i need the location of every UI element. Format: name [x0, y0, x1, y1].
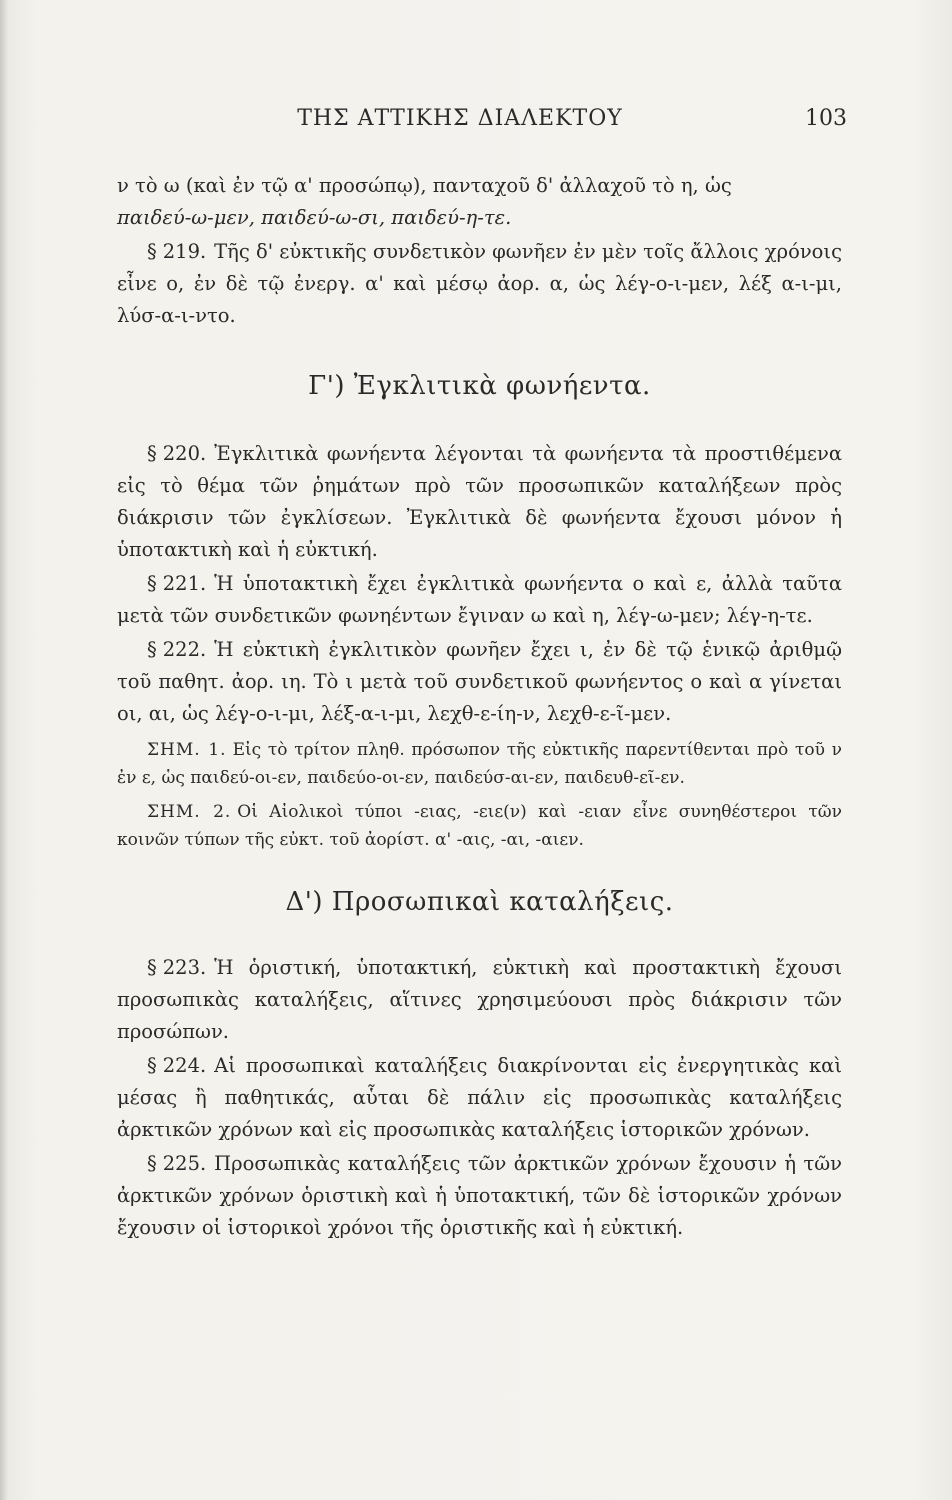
- note-text: Οἱ Αἰολικοὶ τύποι -ειας, -ειε(ν) καὶ -ειαν εἶνε συνηθέστεροι τῶν κοινῶν τύπων τῆς εὐκτ. τοῦ ἀορίστ. α' -αις, -αι, -αιεν.: [117, 802, 843, 850]
- section-sign: §: [147, 956, 157, 979]
- paragraph-text: Ἡ ὑποτακτικὴ ἔχει ἐγκλιτικὰ φωνήεντα ο καὶ ε, ἀλλὰ ταῦτα μετὰ τῶν συνδετικῶν φωνηέντων ἔγιναν ω καὶ η, λέγ-ω-μεν; λέγ-η-τε.: [117, 572, 842, 627]
- note-2: [117, 798, 842, 854]
- paragraph-text: Αἱ προσωπικαὶ καταλήξεις διακρίνονται εἰς ἐνεργητικὰς καὶ μέσας ἢ παθητικάς, αὗται δὲ πάλιν εἰς προσωπικὰς καταλήξεις ἀρκτικῶν χρόνων καὶ εἰς προσωπικὰς καταλήξεις ἱστορικῶν χρόνων.: [117, 1054, 842, 1141]
- note-label: ΣΗΜ. 2.: [147, 802, 232, 822]
- line-2: παιδεύ-ω-μεν, παιδεύ-ω-σι, παιδεύ-η-τε.: [117, 206, 512, 229]
- section-sign: §: [147, 240, 157, 263]
- paragraph-text: Ἡ εὐκτικὴ ἐγκλιτικὸν φωνῆεν ἔχει ι, ἐν δὲ τῷ ἑνικῷ ἀριθμῷ τοῦ παθητ. ἀορ. ιη. Τὸ ι μετὰ τοῦ συνδετικοῦ φωνήεντος ο καὶ α γίνεται οι, αι, ὡς λέγ-ο-ι-μι, λέξ-α-ι-μι, λεχθ-ε-ίη-ν, λεχθ-ε-ῖ-μεν.: [117, 638, 842, 725]
- section-sign: §: [147, 638, 157, 661]
- section-heading-d: Δ') Προσωπικαὶ καταλήξεις.: [285, 887, 674, 917]
- section-sign: §: [147, 572, 157, 595]
- paragraph-text: Προσωπικὰς καταλήξεις τῶν ἀρκτικῶν χρόνων ἔχουσιν ἡ τῶν ἀρκτικῶν χρόνων ὁριστικὴ καὶ ἡ ὑποτακτική, τῶν δὲ ἱστορικῶν χρόνων ἔχουσιν οἱ ἱστορικοὶ χρόνοι τῆς ὁριστικῆς καὶ ἡ εὐκτική.: [117, 1152, 842, 1239]
- section-sign: §: [147, 442, 157, 465]
- section-sign: §: [147, 1054, 157, 1077]
- continued-line: [117, 170, 842, 234]
- paragraph-text: Τῆς δ' εὐκτικῆς συνδετικὸν φωνῆεν ἐν μὲν τοῖς ἄλλοις χρόνοις εἶνε ο, ἐν δὲ τῷ ἐνεργ. α' καὶ μέσῳ ἀορ. α, ὡς λέγ-ο-ι-μεν, λέξ α-ι-μι, λύσ-α-ι-ντο.: [117, 240, 842, 327]
- paragraph-225: [117, 1148, 842, 1244]
- section-heading-g: Γ') Ἐγκλιτικὰ φωνήεντα.: [308, 371, 651, 401]
- running-head: [0, 100, 952, 140]
- paragraph-219: [117, 236, 842, 332]
- line-1: ν τὸ ω (καὶ ἐν τῷ α' προσώπῳ), πανταχοῦ δ' ἀλλαχοῦ τὸ η, ὡς: [117, 174, 732, 197]
- paragraph-221: [117, 568, 842, 632]
- paragraph-220: [117, 438, 842, 566]
- section-number: 225.: [162, 1152, 207, 1175]
- section-number: 224.: [162, 1054, 207, 1077]
- paragraph-224: [117, 1050, 842, 1146]
- page-edge-shadow: [0, 0, 8, 1500]
- page-number: 103: [805, 106, 847, 131]
- paragraph-223: [117, 952, 842, 1048]
- paragraph-text: Ἐγκλιτικὰ φωνήεντα λέγονται τὰ φωνήεντα τὰ προστιθέμενα εἰς τὸ θέμα τῶν ῥημάτων πρὸ τῶν προσωπικῶν καταλήξεων πρὸς διάκρισιν τῶν ἐγκλίσεων. Ἐγκλιτικὰ δὲ φωνήεντα ἔχουσι μόνον ἡ ὑποτακτικὴ καὶ ἡ εὐκτική.: [117, 442, 842, 561]
- note-text: Εἰς τὸ τρίτον πληθ. πρόσωπον τῆς εὐκτικῆς παρεντίθενται πρὸ τοῦ ν ἐν ε, ὡς παιδεύ-οι-εν, παιδεύο-οι-εν, παιδεύσ-αι-εν, παιδευθ-εῖ-εν.: [117, 740, 842, 788]
- paragraph-text: Ἡ ὁριστική, ὑποτακτική, εὐκτικὴ καὶ προστακτικὴ ἔχουσι προσωπικὰς καταλήξεις, αἵτινες χρησιμεύουσι πρὸς διάκρισιν τῶν προσώπων.: [117, 956, 842, 1043]
- note-label: ΣΗΜ. 1.: [147, 740, 227, 760]
- paragraph-222: [117, 634, 842, 730]
- body-text: [117, 170, 842, 1246]
- section-sign: §: [147, 1152, 157, 1175]
- section-number: 223.: [162, 956, 207, 979]
- section-number: 222.: [162, 638, 207, 661]
- section-number: 219.: [162, 240, 207, 263]
- section-number: 220.: [162, 442, 207, 465]
- running-title: ΤΗΣ ΑΤΤΙΚΗΣ ΔΙΑΛΕΚΤΟΥ: [297, 106, 623, 131]
- section-number: 221.: [162, 572, 207, 595]
- note-1: [117, 736, 842, 792]
